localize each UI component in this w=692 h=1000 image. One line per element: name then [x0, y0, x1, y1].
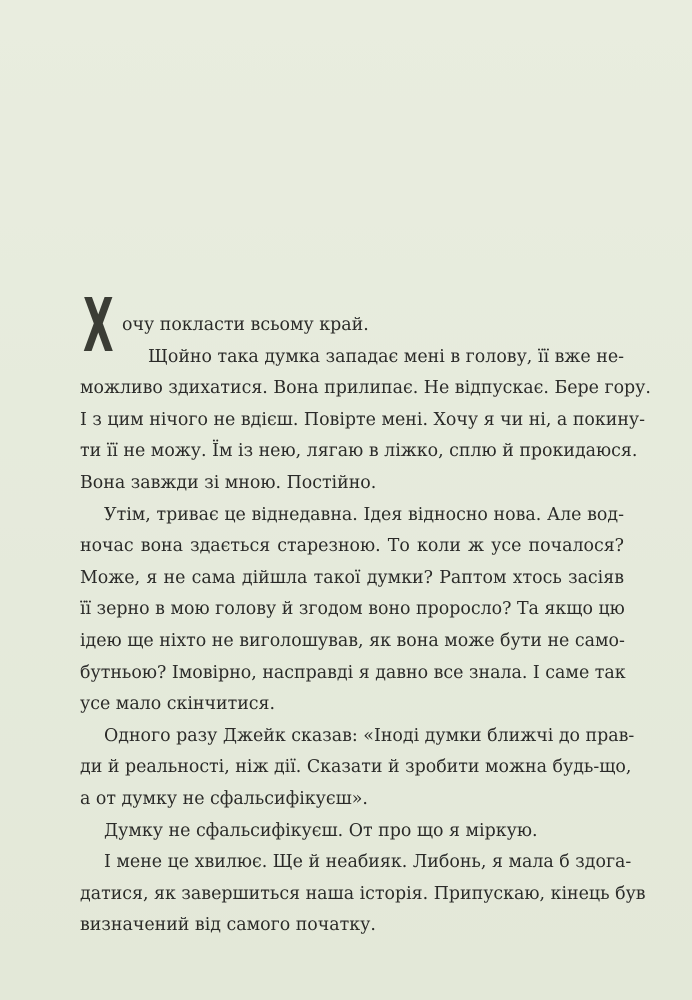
text-line: можливо здихатися. Вона прилипає. Не відпускає. Бере гору. — [80, 378, 651, 399]
text-line: ідею ще ніхто не виголошував, як вона може бути не само- — [80, 630, 625, 651]
paragraph — [80, 847, 646, 942]
paragraph — [80, 310, 624, 342]
text-line: усе мало скінчитися. — [80, 694, 276, 715]
text-line: І з цим нічого не вдієш. Повірте мені. Хочу я чи ні, а покину- — [80, 409, 646, 430]
text-line: ночас вона здається старезною. То коли ж усе почалося? — [80, 536, 624, 557]
text-line: І мене це хвилює. Ще й неабияк. Либонь, я мала б здога- — [104, 852, 632, 873]
body-text — [80, 310, 651, 942]
text-line: Утім, триває це віднедавна. Ідея відносно нова. Але вод- — [104, 504, 624, 525]
text-line: бутньою? Імовірно, насправді я давно все знала. І саме так — [80, 662, 626, 683]
text-line: очу покласти всьому край. — [122, 315, 369, 335]
text-line: а от думку не сфальсифікуєш». — [80, 788, 368, 809]
paragraph — [80, 816, 624, 848]
paragraph — [80, 500, 624, 721]
text-line: Вона завжди зі мною. Постійно. — [80, 472, 377, 493]
text-line: Щойно така думка западає мені в голову, її вже не- — [148, 346, 624, 367]
text-line: ди й реальності, ніж дії. Сказати й зробити можна будь-що, — [80, 757, 632, 778]
text-line: визначений від самого початку. — [80, 915, 376, 936]
text-line: її зерно в мою голову й згодом воно проросло? Та якщо цю — [80, 599, 625, 620]
text-line: датися, як завершиться наша історія. Припускаю, кінець був — [80, 883, 646, 904]
text-line: Одного разу Джейк сказав: «Іноді думки ближчі до прав- — [104, 725, 635, 746]
paragraph — [80, 721, 635, 816]
drop-cap-letter: Х — [83, 284, 114, 370]
text-line: Думку не сфальсифікуєш. От про що я міркую. — [104, 820, 538, 841]
text-line: ти її не можу. Їм із нею, лягаю в ліжко, сплю й прокидаюся. — [80, 441, 638, 462]
paragraph — [80, 342, 651, 500]
text-line: Може, я не сама дійшла такої думки? Раптом хтось засіяв — [80, 567, 624, 588]
